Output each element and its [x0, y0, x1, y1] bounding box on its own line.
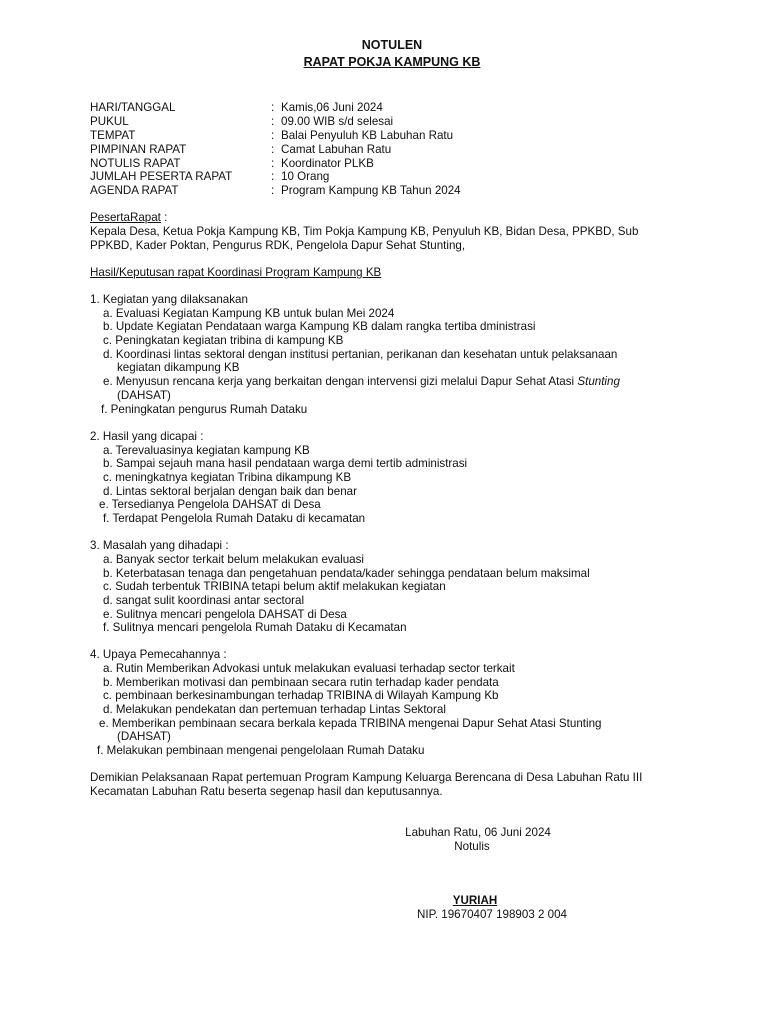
participants-line: PPKBD, Kader Poktan, Pengurus RDK, Pengelola Dapur Sehat Stunting, — [90, 239, 466, 252]
section-heading: 2. Hasil yang dicapai : — [90, 430, 204, 443]
list-item: d. Koordinasi lintas sektoral dengan institusi pertanian, perikanan dan kesehatan untuk pelaksanaan — [103, 348, 618, 361]
list-item: a. Banyak sector terkait belum melakukan evaluasi — [103, 553, 364, 566]
info-label-time: PUKUL — [90, 115, 129, 128]
info-label-notetaker: NOTULIS RAPAT — [90, 157, 181, 170]
info-colon: : — [271, 184, 275, 197]
list-item: e. Tersedianya Pengelola DAHSAT di Desa — [99, 498, 321, 511]
list-item-text: e. Menyusun rencana kerja yang berkaitan dengan intervensi gizi melalui Dapur Sehat Atasi — [103, 375, 575, 388]
info-value-place: Balai Penyuluh KB Labuhan Ratu — [281, 129, 454, 142]
list-item: b. Keterbatasan tenaga dan pengetahuan pendata/kader sehingga pendataan belum maksimal — [103, 567, 590, 580]
list-item — [103, 375, 620, 388]
list-item: c. Peningkatan kegiatan tribina di kampung KB — [103, 334, 344, 347]
document-subtitle: RAPAT POKJA KAMPUNG KB — [303, 55, 481, 69]
list-item-continuation: (DAHSAT) — [117, 389, 171, 402]
info-label-date: HARI/TANGGAL — [90, 101, 176, 114]
info-label-chair: PIMPINAN RAPAT — [90, 143, 187, 156]
results-heading: Hasil/Keputusan rapat Koordinasi Program Kampung KB — [90, 266, 382, 279]
signature-nip: NIP. 19670407 198903 2 004 — [417, 908, 567, 921]
info-colon: : — [271, 129, 275, 142]
signature-name: YURIAH — [452, 894, 498, 907]
info-value-agenda: Program Kampung KB Tahun 2024 — [281, 184, 461, 197]
info-value-date: Kamis,06 Juni 2024 — [281, 101, 383, 114]
list-item: a. Terevaluasinya kegiatan kampung KB — [103, 444, 310, 457]
closing-paragraph-line: Demikian Pelaksanaan Rapat pertemuan Program Kampung Keluarga Berencana di Desa Labuhan Ratu III — [90, 771, 643, 784]
list-item: f. Melakukan pembinaan mengenai pengelolaan Rumah Dataku — [97, 744, 425, 757]
list-item: e. Sulitnya mencari pengelola DAHSAT di Desa — [103, 608, 347, 621]
info-colon: : — [271, 157, 275, 170]
info-value-notetaker: Koordinator PLKB — [281, 157, 374, 170]
section-heading: 3. Masalah yang dihadapi : — [90, 539, 229, 552]
info-value-attendees: 10 Orang — [281, 170, 330, 183]
list-item: b. Sampai sejauh mana hasil pendataan warga demi tertib administrasi — [103, 457, 468, 470]
info-value-chair: Camat Labuhan Ratu — [281, 143, 392, 156]
list-item: d. sangat sulit koordinasi antar sectoral — [103, 594, 305, 607]
list-item: c. meningkatnya kegiatan Tribina dikampung KB — [103, 471, 352, 484]
list-item-continuation: kegiatan dikampung KB — [117, 361, 240, 374]
section-heading: 4. Upaya Pemecahannya : — [90, 648, 227, 661]
info-label-place: TEMPAT — [90, 129, 136, 142]
info-colon: : — [271, 101, 275, 114]
list-item: c. Sudah terbentuk TRIBINA tetapi belum aktif melakukan kegiatan — [103, 580, 446, 593]
list-item: f. Terdapat Pengelola Rumah Dataku di kecamatan — [103, 512, 366, 525]
info-value-time: 09.00 WIB s/d selesai — [281, 115, 394, 128]
list-item: d. Lintas sektoral berjalan dengan baik dan benar — [103, 485, 357, 498]
signature-place-date: Labuhan Ratu, 06 Juni 2024 — [405, 826, 551, 839]
info-label-attendees: JUMLAH PESERTA RAPAT — [90, 170, 233, 183]
closing-paragraph-line: Kecamatan Labuhan Ratu beserta segenap hasil dan keputusannya. — [90, 785, 443, 798]
info-colon: : — [271, 170, 275, 183]
list-item: a. Evaluasi Kegiatan Kampung KB untuk bulan Mei 2024 — [103, 307, 395, 320]
participants-line: Kepala Desa, Ketua Pokja Kampung KB, Tim Pokja Kampung KB, Penyuluh KB, Bidan Desa, PPKBD, Sub — [90, 225, 639, 238]
list-item: d. Melakukan pendekatan dan pertemuan terhadap Lintas Sektoral — [103, 703, 446, 716]
list-item: f. Peningkatan pengurus Rumah Dataku — [101, 403, 308, 416]
list-item: c. pembinaan berkesinambungan terhadap TRIBINA di Wilayah Kampung Kb — [103, 689, 499, 702]
section-heading: 1. Kegiatan yang dilaksanakan — [90, 293, 248, 306]
list-item: b. Memberikan motivasi dan pembinaan secara rutin terhadap kader pendata — [103, 676, 499, 689]
info-colon: : — [271, 143, 275, 156]
list-item: e. Memberikan pembinaan secara berkala kepada TRIBINA mengenai Dapur Sehat Atasi Stunting — [99, 717, 602, 730]
info-label-agenda: AGENDA RAPAT — [90, 184, 179, 197]
list-item-italic-term: Stunting — [577, 375, 620, 388]
participants-heading-label: PesertaRapat — [90, 211, 161, 224]
list-item: a. Rutin Memberikan Advokasi untuk melakukan evaluasi terhadap sector terkait — [103, 662, 515, 675]
signature-role: Notulis — [454, 840, 490, 853]
list-item-continuation: (DAHSAT) — [117, 730, 171, 743]
list-item: f. Sulitnya mencari pengelola Rumah Dataku di Kecamatan — [103, 621, 407, 634]
participants-heading — [90, 211, 167, 224]
document-title: NOTULEN — [361, 38, 423, 52]
participants-heading-colon: : — [160, 211, 168, 224]
info-colon: : — [271, 115, 275, 128]
list-item: b. Update Kegiatan Pendataan warga Kampung KB dalam rangka tertiba dministrasi — [103, 320, 536, 333]
